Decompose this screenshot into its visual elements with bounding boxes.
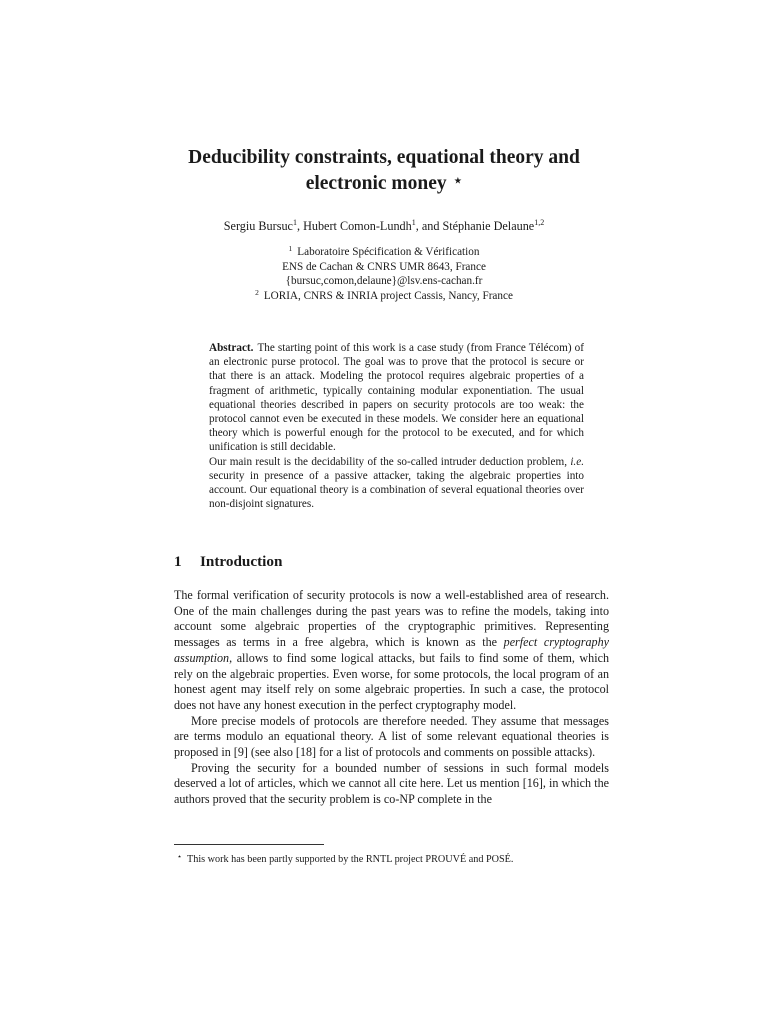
abstract-text-2b: security in presence of a passive attacker, taking the algebraic properties into account. Our equational theory is a combination of several equational theories over non-disjoint signatures. <box>209 469 584 511</box>
abstract-paragraph-1 <box>209 341 584 455</box>
affiliation-1-line-1 <box>120 245 648 260</box>
author-list <box>120 218 648 234</box>
section-title: Introduction <box>200 553 283 570</box>
affiliation-1-email: {bursuc,comon,delaune}@lsv.ens-cachan.fr <box>285 275 483 287</box>
abstract <box>209 341 584 511</box>
body-emphasis: perfect cryptography assumption <box>174 635 609 665</box>
abstract-ie: i.e. <box>570 455 584 468</box>
affiliation-1-name: Laboratoire Spécification & Vérification <box>297 246 480 258</box>
author-affil-sup: 1,2 <box>534 218 545 227</box>
paper-title <box>120 146 648 196</box>
body-paragraph-1 <box>174 588 609 714</box>
abstract-text-1: The starting point of this work is a case study (from France Télécom) of an electronic purse protocol. The goal was to prove that the protocol is secure or that there is an attack. Modeling the protocol requires algebraic properties of a fragment of arithmetic, typically containing modular exponentiation. The usual equational theories described in papers on security protocols are too weak: the protocol cannot even be executed in these models. We consider here an equational theory which is powerful enough for the protocol to be executed, and for which unification is still decidable. <box>209 342 584 454</box>
affiliation-1-line-2: ENS de Cachan & CNRS UMR 8643, France <box>282 260 486 273</box>
author-name-delaune: Stéphanie Delaune <box>442 219 535 233</box>
footnote-marker: ⋆ <box>177 852 183 861</box>
abstract-label: Abstract. <box>209 342 254 354</box>
footnote-divider <box>174 844 324 845</box>
affiliations <box>120 245 648 303</box>
author-separator: , <box>296 219 304 233</box>
footnote-text: This work has been partly supported by the RNTL project PROUVÉ and POSÉ. <box>187 854 514 865</box>
body-text-1b: , allows to find some logical attacks, but fails to find some of them, which rely on the algebraic properties. Even worse, for some protocols, the local program of an honest agent may itself rely on some algebraic properties. In such a case, the protocol does not have any honest execution in the perfect cryptography model. <box>174 650 609 712</box>
affiliation-2-line-1 <box>120 289 648 304</box>
body-paragraph-3: Proving the security for a bounded number of sessions in such formal models deserved a lot of articles, which we cannot all cite here. Let us mention [16], in which the authors proved that the security problem is co-NP complete in the <box>174 760 609 807</box>
body-text-1a: The formal verification of security protocols is now a well-established area of research. One of the main challenges during the past years was to refine the models, taking into account some algebraic properties of the cryptographic primitives. Representing messages as terms in a free algebra, which is known as the <box>174 588 609 650</box>
body-paragraph-2: More precise models of protocols are therefore needed. They assume that messages are terms modulo an equational theory. A list of some relevant equational theories is proposed in [9] (see also [18] for a list of protocols and comments on possible attacks). <box>174 713 609 760</box>
affiliation-2-name: LORIA, CNRS & INRIA project Cassis, Nancy, France <box>263 289 513 302</box>
affiliation-2-sup: 2 <box>255 287 259 297</box>
footnote <box>174 850 609 866</box>
author-name-comon-lundh: Hubert Comon-Lundh <box>303 219 412 233</box>
section-heading-introduction <box>174 552 282 572</box>
author-affil-sup: 1 <box>411 218 416 227</box>
title-line-2: electronic money <box>305 173 447 194</box>
affiliation-1-sup: 1 <box>288 244 293 253</box>
author-affil-sup: 1 <box>292 218 297 227</box>
author-separator: , and <box>415 219 443 233</box>
introduction-body <box>174 588 609 808</box>
abstract-text-2a: Our main result is the decidability of the so-called intruder deduction problem, <box>209 455 571 468</box>
section-number: 1 <box>174 553 182 570</box>
title-footnote-marker: ⋆ <box>453 174 463 189</box>
abstract-paragraph-2 <box>209 455 584 512</box>
author-name-bursuc: Sergiu Bursuc <box>223 219 293 233</box>
title-line-1: Deducibility constraints, equational theory and <box>188 147 580 168</box>
